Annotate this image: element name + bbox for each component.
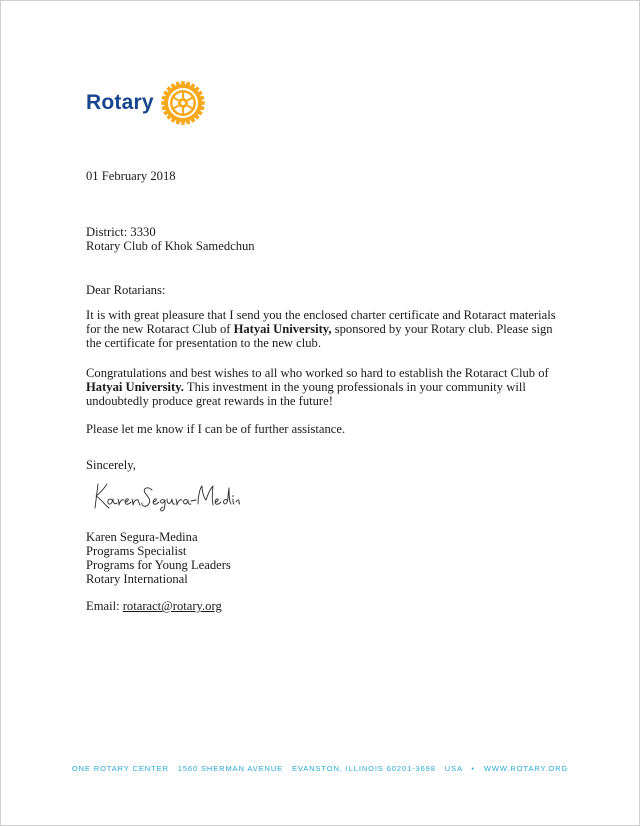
closing: Sincerely, [86, 458, 136, 472]
body-paragraph-1 [86, 308, 566, 350]
signatory-department: Programs for Young Leaders [86, 558, 231, 572]
handwritten-signature [90, 478, 240, 514]
email-line [86, 599, 222, 613]
body-paragraph-2 [86, 366, 566, 408]
rotary-logo [86, 78, 208, 128]
paragraph1-club-name: Hatyai University, [233, 322, 332, 336]
email-link[interactable]: rotaract@rotary.org [122, 599, 222, 613]
salutation: Dear Rotarians: [86, 283, 166, 297]
letterhead-footer: ONE ROTARY CENTER 1560 SHERMAN AVENUE EVANSTON, ILLINOIS 60201-3698 USA • WWW.ROTARY.ORG [71, 764, 569, 773]
letter-date: 01 February 2018 [86, 169, 176, 183]
district-line: District: 3330 [86, 225, 156, 239]
signatory-organization: Rotary International [86, 572, 188, 586]
email-label: Email: [86, 599, 123, 613]
recipient-address [86, 225, 255, 253]
paragraph2-text-end: This investment in the young professionals in your community will undoubtedly produce great rewards in the future! [86, 380, 526, 408]
body-paragraph-3: Please let me know if I can be of further assistance. [86, 422, 346, 436]
signatory-name: Karen Segura-Medina [86, 530, 198, 544]
rotary-wheel-icon [158, 78, 208, 128]
logo-wordmark: Rotary [86, 91, 154, 114]
paragraph1-text-end: sponsored by your Rotary club. Please sign the certificate for presentation to the new club. [86, 322, 553, 350]
paragraph1-text-start: It is with great pleasure that I send you the enclosed charter certificate and Rotaract materials for the new Rotaract Club of [86, 308, 556, 336]
paragraph2-club-name: Hatyai University. [86, 380, 184, 394]
paragraph2-text-start: Congratulations and best wishes to all who worked so hard to establish the Rotaract Club of [86, 366, 549, 380]
club-line: Rotary Club of Khok Samedchun [86, 239, 255, 253]
signature-block [86, 530, 231, 586]
signatory-title: Programs Specialist [86, 544, 187, 558]
